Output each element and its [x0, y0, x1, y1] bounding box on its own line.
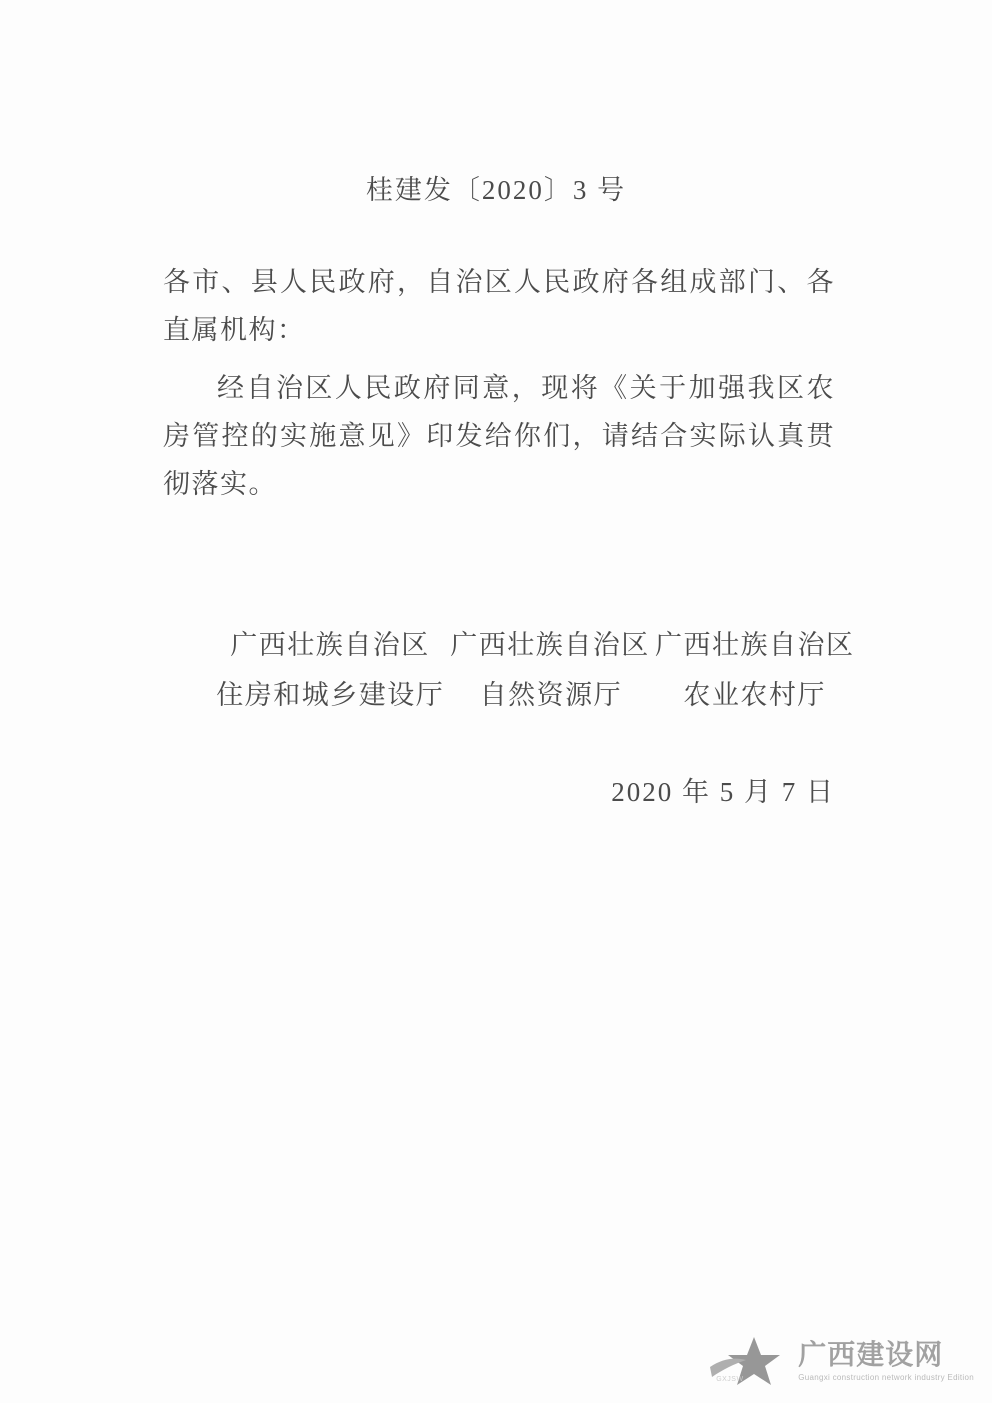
star-icon [708, 1333, 790, 1389]
signature-org-1: 广西壮族自治区 [230, 630, 430, 660]
watermark [708, 1333, 974, 1389]
watermark-inner-label: GXJSW [716, 1376, 744, 1383]
signature-dept-1: 住房和城乡建设厅 [216, 680, 445, 710]
signature-row-organizations [163, 622, 853, 668]
recipient-paragraph: 各市、县人民政府，自治区人民政府各组成部门、各直属机构： [163, 267, 835, 345]
watermark-text [798, 1338, 974, 1382]
signature-org-2: 广西壮族自治区 [450, 630, 650, 660]
signature-row-departments [163, 672, 853, 718]
signature-dept-3: 农业农村厅 [683, 680, 826, 710]
document-date: 2020 年 5 月 7 日 [611, 777, 835, 807]
watermark-title: 广西建设网 [798, 1338, 944, 1370]
watermark-subtitle: Guangxi construction network industry Edition [798, 1372, 974, 1382]
body-paragraph: 经自治区人民政府同意，现将《关于加强我区农房管控的实施意见》印发给你们，请结合实际认真贯彻落实。 [163, 373, 835, 499]
document-number: 桂建发〔2020〕3 号 [365, 175, 627, 205]
signature-dept-2: 自然资源厅 [479, 680, 623, 710]
signature-block [163, 622, 853, 718]
signature-org-3: 广西壮族自治区 [655, 630, 855, 660]
document-body [163, 258, 835, 508]
